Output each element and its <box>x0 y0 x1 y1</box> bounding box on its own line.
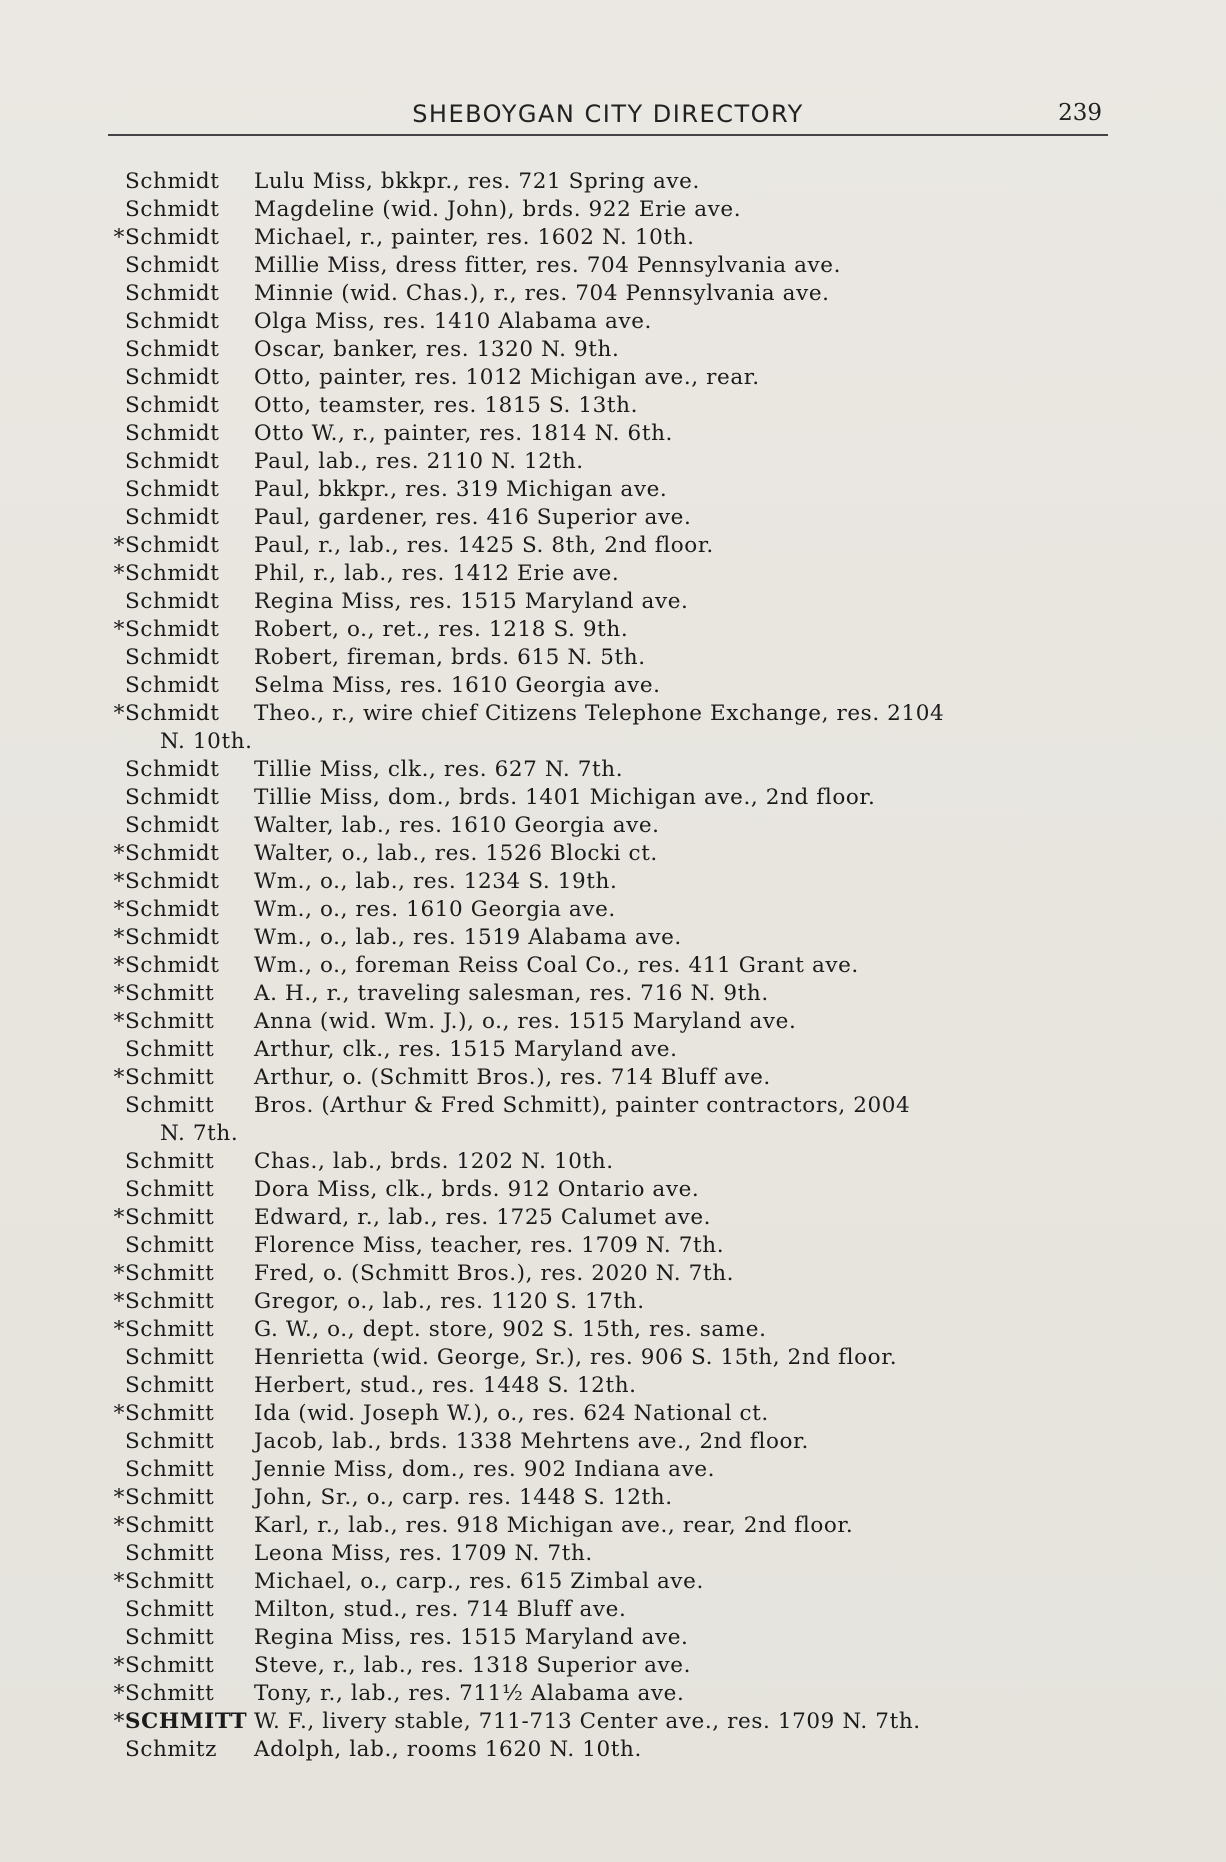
entry-surname: Schmidt <box>125 337 220 362</box>
entry-details-text: Wm., o., lab., res. 1519 Alabama ave. <box>254 925 682 950</box>
entry-surname: Schmitt <box>125 1569 215 1594</box>
entry-details <box>254 1008 1120 1036</box>
directory-entries <box>90 168 1120 1764</box>
entry-details <box>254 784 1120 812</box>
entry-details <box>254 1428 1120 1456</box>
owner-marker: * <box>113 1065 125 1090</box>
owner-marker: * <box>113 925 125 950</box>
owner-marker <box>90 1540 125 1568</box>
entry-details-text: Michael, o., carp., res. 615 Zimbal ave. <box>254 1569 704 1594</box>
entry-details-text: John, Sr., o., carp. res. 1448 S. 12th. <box>254 1485 673 1510</box>
entry-details-text: Wm., o., lab., res. 1234 S. 19th. <box>254 869 618 894</box>
entry-surname: Schmidt <box>125 869 220 894</box>
entry-surname: Schmitt <box>125 1177 215 1202</box>
entry-details-text: Anna (wid. Wm. J.), o., res. 1515 Maryland ave. <box>254 1009 797 1034</box>
entry-details <box>254 868 1120 896</box>
directory-entry <box>90 1512 1120 1540</box>
owner-marker <box>90 1344 125 1372</box>
owner-marker: * <box>113 1513 125 1538</box>
owner-marker <box>90 252 125 280</box>
entry-surname: Schmidt <box>125 589 220 614</box>
entry-details <box>254 504 1120 532</box>
directory-entry <box>90 616 1120 644</box>
entry-details <box>254 896 1120 924</box>
owner-marker <box>90 392 125 420</box>
entry-details <box>254 532 1120 560</box>
page-header <box>108 100 1108 136</box>
entry-details-text: Paul, gardener, res. 416 Superior ave. <box>254 505 692 530</box>
entry-details <box>254 1316 1120 1344</box>
entry-details-text: Robert, fireman, brds. 615 N. 5th. <box>254 645 646 670</box>
entry-details-text: Fred, o. (Schmitt Bros.), res. 2020 N. 7th. <box>254 1261 735 1286</box>
entry-details <box>254 1176 1120 1204</box>
owner-marker: * <box>113 869 125 894</box>
directory-entry <box>90 924 1120 952</box>
entry-details <box>254 924 1120 952</box>
entry-surname: Schmitt <box>125 1597 215 1622</box>
entry-continuation <box>90 1120 1120 1148</box>
owner-marker <box>90 1596 125 1624</box>
entry-details <box>254 224 1120 252</box>
entry-surname: Schmitt <box>125 1261 215 1286</box>
owner-marker: * <box>113 1009 125 1034</box>
owner-marker: * <box>113 1485 125 1510</box>
entry-surname: Schmidt <box>125 617 220 642</box>
entry-details <box>254 644 1120 672</box>
owner-marker <box>90 168 125 196</box>
entry-details <box>254 1708 1120 1736</box>
directory-entry <box>90 1316 1120 1344</box>
directory-entry <box>90 1400 1120 1428</box>
entry-surname: Schmidt <box>125 673 220 698</box>
entry-surname: Schmidt <box>125 953 220 978</box>
directory-entry <box>90 1232 1120 1260</box>
directory-entry <box>90 168 1120 196</box>
directory-entry <box>90 672 1120 700</box>
entry-details-text: Arthur, o. (Schmitt Bros.), res. 714 Bluff ave. <box>254 1065 771 1090</box>
entry-details <box>254 1736 1120 1764</box>
owner-marker: * <box>113 981 125 1006</box>
entry-details-text: Ida (wid. Joseph W.), o., res. 624 National ct. <box>254 1401 769 1426</box>
entry-details-text: Walter, lab., res. 1610 Georgia ave. <box>254 813 660 838</box>
owner-marker <box>90 1148 125 1176</box>
entry-surname: Schmidt <box>125 645 220 670</box>
entry-details-text: G. W., o., dept. store, 902 S. 15th, res. same. <box>254 1317 767 1342</box>
entry-details <box>254 448 1120 476</box>
owner-marker <box>90 1232 125 1260</box>
entry-details <box>254 756 1120 784</box>
entry-details-text: Regina Miss, res. 1515 Maryland ave. <box>254 589 689 614</box>
owner-marker: * <box>113 1569 125 1594</box>
entry-details <box>254 672 1120 700</box>
directory-entry <box>90 336 1120 364</box>
entry-details-text: Regina Miss, res. 1515 Maryland ave. <box>254 1625 689 1650</box>
entry-details-text: Adolph, lab., rooms 1620 N. 10th. <box>254 1737 642 1762</box>
header-rule <box>108 134 1108 136</box>
directory-entry <box>90 1708 1120 1736</box>
directory-entry <box>90 1736 1120 1764</box>
directory-entry <box>90 588 1120 616</box>
owner-marker <box>90 476 125 504</box>
entry-surname: Schmitt <box>125 1317 215 1342</box>
directory-entry <box>90 1568 1120 1596</box>
owner-marker <box>90 308 125 336</box>
entry-details-text: Minnie (wid. Chas.), r., res. 704 Pennsylvania ave. <box>254 281 830 306</box>
entry-surname: Schmidt <box>125 197 220 222</box>
directory-entry <box>90 392 1120 420</box>
directory-entry <box>90 532 1120 560</box>
entry-details <box>254 1148 1120 1176</box>
entry-details-text: Oscar, banker, res. 1320 N. 9th. <box>254 337 620 362</box>
entry-details <box>254 1400 1120 1428</box>
entry-surname: Schmidt <box>125 813 220 838</box>
owner-marker <box>90 1624 125 1652</box>
entry-details-text: Tillie Miss, dom., brds. 1401 Michigan ave., 2nd floor. <box>254 785 876 810</box>
owner-marker <box>90 1176 125 1204</box>
owner-marker: * <box>113 1681 125 1706</box>
entry-details <box>254 168 1120 196</box>
entry-details <box>254 252 1120 280</box>
owner-marker <box>90 1428 125 1456</box>
directory-entry <box>90 1092 1120 1120</box>
entry-surname: Schmitt <box>125 1373 215 1398</box>
directory-entry <box>90 1372 1120 1400</box>
entry-details-text: Robert, o., ret., res. 1218 S. 9th. <box>254 617 629 642</box>
entry-surname: Schmitt <box>125 1625 215 1650</box>
directory-entry <box>90 1036 1120 1064</box>
owner-marker <box>90 1736 125 1764</box>
owner-marker <box>90 1036 125 1064</box>
entry-surname: Schmitz <box>125 1737 218 1762</box>
entry-details <box>254 1064 1120 1092</box>
entry-surname: Schmitt <box>125 1513 215 1538</box>
entry-details-text: Lulu Miss, bkkpr., res. 721 Spring ave. <box>254 169 700 194</box>
owner-marker: * <box>113 1709 125 1734</box>
directory-entry <box>90 1652 1120 1680</box>
owner-marker: * <box>113 841 125 866</box>
directory-entry <box>90 308 1120 336</box>
entry-surname: Schmitt <box>125 1205 215 1230</box>
entry-details <box>254 1624 1120 1652</box>
directory-entry <box>90 448 1120 476</box>
owner-marker <box>90 756 125 784</box>
entry-details-text: Otto W., r., painter, res. 1814 N. 6th. <box>254 421 673 446</box>
entry-details <box>254 420 1120 448</box>
owner-marker <box>90 336 125 364</box>
entry-details-text: Milton, stud., res. 714 Bluff ave. <box>254 1597 627 1622</box>
entry-details-text: Selma Miss, res. 1610 Georgia ave. <box>254 673 661 698</box>
entry-surname: Schmitt <box>125 1065 215 1090</box>
directory-entry <box>90 1008 1120 1036</box>
entry-details-text: W. F., livery stable, 711-713 Center ave., res. 1709 N. 7th. <box>254 1709 921 1734</box>
entry-surname: Schmitt <box>125 1345 215 1370</box>
directory-entry <box>90 560 1120 588</box>
owner-marker: * <box>113 953 125 978</box>
owner-marker <box>90 504 125 532</box>
owner-marker <box>90 1092 125 1120</box>
owner-marker <box>90 588 125 616</box>
entry-details <box>254 1288 1120 1316</box>
entry-details <box>254 700 1120 728</box>
directory-entry <box>90 364 1120 392</box>
entry-details <box>254 1596 1120 1624</box>
owner-marker <box>90 448 125 476</box>
page-number: 239 <box>1058 100 1102 126</box>
owner-marker <box>90 196 125 224</box>
entry-details-text: Herbert, stud., res. 1448 S. 12th. <box>254 1373 637 1398</box>
directory-entry <box>90 196 1120 224</box>
entry-surname: Schmidt <box>125 841 220 866</box>
entry-details <box>254 392 1120 420</box>
entry-details <box>254 336 1120 364</box>
directory-entry <box>90 476 1120 504</box>
entry-details-text: Paul, r., lab., res. 1425 S. 8th, 2nd floor. <box>254 533 714 558</box>
directory-entry <box>90 1176 1120 1204</box>
entry-details-text: Karl, r., lab., res. 918 Michigan ave., rear, 2nd floor. <box>254 1513 854 1538</box>
entry-details <box>254 1512 1120 1540</box>
entry-details <box>254 840 1120 868</box>
entry-surname: Schmitt <box>125 1233 215 1258</box>
entry-surname: Schmitt <box>125 1541 215 1566</box>
entry-details <box>254 1680 1120 1708</box>
directory-entry <box>90 280 1120 308</box>
directory-entry <box>90 224 1120 252</box>
entry-surname: Schmitt <box>125 1037 215 1062</box>
entry-surname: Schmitt <box>125 1653 215 1678</box>
entry-details-text: Paul, bkkpr., res. 319 Michigan ave. <box>254 477 668 502</box>
directory-entry <box>90 1148 1120 1176</box>
entry-details-text: Dora Miss, clk., brds. 912 Ontario ave. <box>254 1177 700 1202</box>
owner-marker: * <box>113 617 125 642</box>
directory-entry <box>90 1064 1120 1092</box>
entry-details <box>254 1540 1120 1568</box>
running-title: SHEBOYGAN CITY DIRECTORY <box>412 100 804 128</box>
entry-details-text: Phil, r., lab., res. 1412 Erie ave. <box>254 561 620 586</box>
entry-surname: Schmidt <box>125 225 220 250</box>
entry-details <box>254 812 1120 840</box>
owner-marker: * <box>113 701 125 726</box>
entry-details-text: Magdeline (wid. John), brds. 922 Erie ave. <box>254 197 742 222</box>
directory-entry <box>90 1624 1120 1652</box>
owner-marker: * <box>113 533 125 558</box>
entry-surname: Schmidt <box>125 253 220 278</box>
entry-surname: SCHMITT <box>125 1709 248 1734</box>
directory-entry <box>90 252 1120 280</box>
directory-entry <box>90 840 1120 868</box>
entry-details-text: Tillie Miss, clk., res. 627 N. 7th. <box>254 757 624 782</box>
entry-details-text: Paul, lab., res. 2110 N. 12th. <box>254 449 584 474</box>
entry-details-text: Tony, r., lab., res. 711½ Alabama ave. <box>254 1681 685 1706</box>
owner-marker <box>90 364 125 392</box>
entry-details-text: Theo., r., wire chief Citizens Telephone Exchange, res. 2104 <box>254 701 945 726</box>
directory-entry <box>90 1260 1120 1288</box>
entry-details <box>254 196 1120 224</box>
entry-details-text: Florence Miss, teacher, res. 1709 N. 7th. <box>254 1233 725 1258</box>
entry-surname: Schmidt <box>125 925 220 950</box>
entry-details-text: Jennie Miss, dom., res. 902 Indiana ave. <box>254 1457 716 1482</box>
entry-surname: Schmitt <box>125 1149 215 1174</box>
entry-surname: Schmidt <box>125 281 220 306</box>
entry-surname: Schmidt <box>125 561 220 586</box>
entry-continuation <box>90 728 1120 756</box>
directory-entry <box>90 1288 1120 1316</box>
entry-details <box>254 1204 1120 1232</box>
directory-entry <box>90 896 1120 924</box>
entry-details <box>254 1372 1120 1400</box>
entry-details-text: Otto, teamster, res. 1815 S. 13th. <box>254 393 639 418</box>
owner-marker: * <box>113 561 125 586</box>
entry-details-text: Olga Miss, res. 1410 Alabama ave. <box>254 309 652 334</box>
directory-entry <box>90 504 1120 532</box>
directory-entry <box>90 1204 1120 1232</box>
entry-surname: Schmitt <box>125 981 215 1006</box>
owner-marker: * <box>113 1401 125 1426</box>
directory-entry <box>90 812 1120 840</box>
entry-details-text: Millie Miss, dress fitter, res. 704 Pennsylvania ave. <box>254 253 841 278</box>
entry-details-text: Jacob, lab., brds. 1338 Mehrtens ave., 2nd floor. <box>254 1429 809 1454</box>
owner-marker: * <box>113 897 125 922</box>
entry-details <box>254 560 1120 588</box>
owner-marker <box>90 420 125 448</box>
entry-surname: Schmitt <box>125 1093 215 1118</box>
entry-details-text: Gregor, o., lab., res. 1120 S. 17th. <box>254 1289 645 1314</box>
entry-surname: Schmidt <box>125 785 220 810</box>
entry-surname: Schmidt <box>125 757 220 782</box>
entry-details <box>254 476 1120 504</box>
directory-entry <box>90 700 1120 728</box>
entry-surname: Schmidt <box>125 505 220 530</box>
entry-surname: Schmitt <box>125 1009 215 1034</box>
entry-details-text: Arthur, clk., res. 1515 Maryland ave. <box>254 1037 678 1062</box>
entry-details <box>254 1484 1120 1512</box>
entry-details <box>254 588 1120 616</box>
directory-entry <box>90 756 1120 784</box>
entry-details <box>254 1652 1120 1680</box>
entry-details <box>254 1036 1120 1064</box>
directory-entry <box>90 420 1120 448</box>
directory-entry <box>90 1540 1120 1568</box>
entry-details <box>254 1344 1120 1372</box>
entry-details-text: Michael, r., painter, res. 1602 N. 10th. <box>254 225 695 250</box>
entry-details-text: Otto, painter, res. 1012 Michigan ave., rear. <box>254 365 760 390</box>
entry-details <box>254 616 1120 644</box>
entry-surname: Schmidt <box>125 701 220 726</box>
directory-entry <box>90 868 1120 896</box>
entry-details-text: Henrietta (wid. George, Sr.), res. 906 S. 15th, 2nd floor. <box>254 1345 898 1370</box>
entry-surname: Schmitt <box>125 1681 215 1706</box>
owner-marker <box>90 644 125 672</box>
entry-details-text: Bros. (Arthur & Fred Schmitt), painter contractors, 2004 <box>254 1093 911 1118</box>
owner-marker <box>90 672 125 700</box>
directory-entry <box>90 1456 1120 1484</box>
entry-details <box>254 980 1120 1008</box>
entry-details-text: Edward, r., lab., res. 1725 Calumet ave. <box>254 1205 712 1230</box>
entry-details <box>254 364 1120 392</box>
owner-marker: * <box>113 1205 125 1230</box>
directory-entry <box>90 1596 1120 1624</box>
owner-marker <box>90 812 125 840</box>
entry-surname: Schmidt <box>125 533 220 558</box>
entry-surname: Schmitt <box>125 1485 215 1510</box>
entry-surname: Schmitt <box>125 1429 215 1454</box>
entry-surname: Schmidt <box>125 897 220 922</box>
entry-details <box>254 952 1120 980</box>
entry-details <box>254 1456 1120 1484</box>
directory-entry <box>90 1484 1120 1512</box>
directory-entry <box>90 1344 1120 1372</box>
entry-details-text: Wm., o., foreman Reiss Coal Co., res. 411 Grant ave. <box>254 953 859 978</box>
entry-details-text: Walter, o., lab., res. 1526 Blocki ct. <box>254 841 658 866</box>
directory-entry <box>90 784 1120 812</box>
entry-details <box>254 1092 1120 1120</box>
owner-marker: * <box>113 225 125 250</box>
entry-continuation-text: N. 10th. <box>160 729 253 754</box>
owner-marker: * <box>113 1289 125 1314</box>
entry-surname: Schmidt <box>125 449 220 474</box>
entry-details <box>254 308 1120 336</box>
directory-entry <box>90 1428 1120 1456</box>
entry-details <box>254 1568 1120 1596</box>
entry-surname: Schmidt <box>125 393 220 418</box>
entry-continuation-text: N. 7th. <box>160 1121 239 1146</box>
entry-surname: Schmitt <box>125 1457 215 1482</box>
entry-details-text: Steve, r., lab., res. 1318 Superior ave. <box>254 1653 692 1678</box>
entry-surname: Schmitt <box>125 1401 215 1426</box>
entry-details <box>254 1260 1120 1288</box>
entry-surname: Schmidt <box>125 169 220 194</box>
entry-details-text: Wm., o., res. 1610 Georgia ave. <box>254 897 616 922</box>
entry-surname: Schmitt <box>125 1289 215 1314</box>
owner-marker <box>90 280 125 308</box>
entry-details-text: Leona Miss, res. 1709 N. 7th. <box>254 1541 593 1566</box>
owner-marker <box>90 1372 125 1400</box>
entry-surname: Schmidt <box>125 365 220 390</box>
entry-surname: Schmidt <box>125 309 220 334</box>
owner-marker: * <box>113 1261 125 1286</box>
directory-entry <box>90 952 1120 980</box>
entry-details <box>254 1232 1120 1260</box>
owner-marker <box>90 784 125 812</box>
entry-surname: Schmidt <box>125 477 220 502</box>
entry-surname: Schmidt <box>125 421 220 446</box>
owner-marker: * <box>113 1653 125 1678</box>
owner-marker: * <box>113 1317 125 1342</box>
entry-details-text: A. H., r., traveling salesman, res. 716 N. 9th. <box>254 981 769 1006</box>
directory-entry <box>90 980 1120 1008</box>
directory-entry <box>90 644 1120 672</box>
entry-details <box>254 280 1120 308</box>
directory-entry <box>90 1680 1120 1708</box>
entry-details-text: Chas., lab., brds. 1202 N. 10th. <box>254 1149 614 1174</box>
owner-marker <box>90 1456 125 1484</box>
